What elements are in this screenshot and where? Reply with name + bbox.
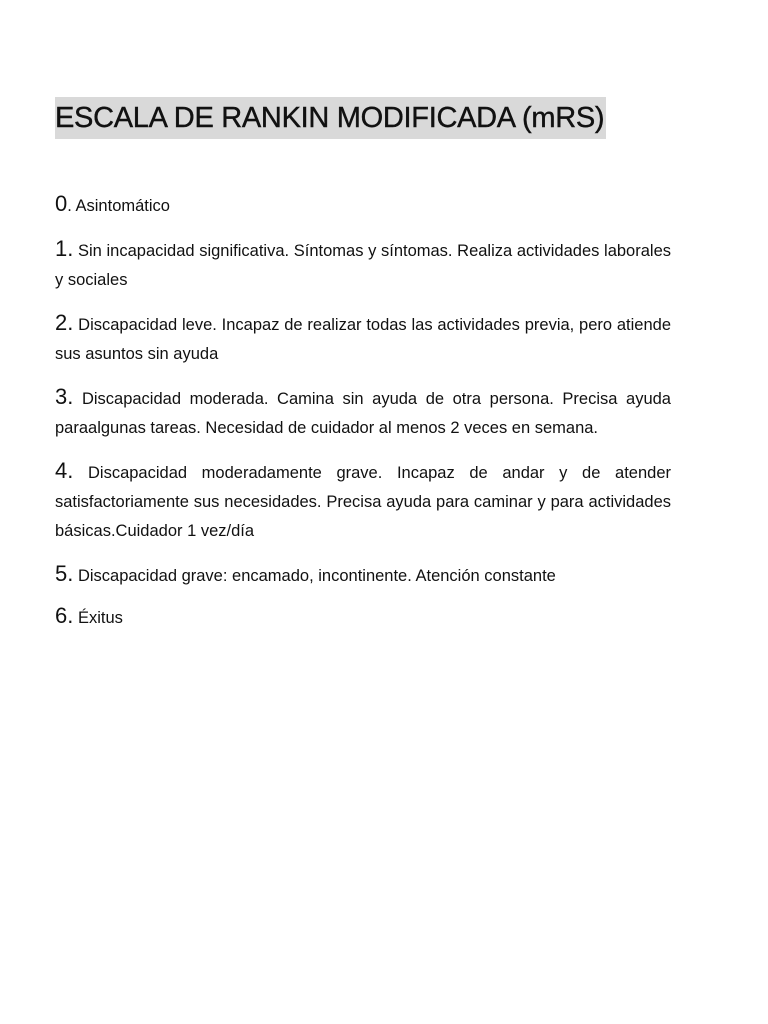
item-text: Discapacidad grave: encamado, incontinente. Atención constante — [73, 567, 556, 585]
item-text: . Asintomático — [67, 197, 170, 215]
scale-item-6 — [55, 601, 671, 633]
document-page — [55, 97, 671, 646]
scale-item-4 — [55, 456, 671, 546]
item-number: 4. — [55, 458, 74, 483]
item-number: 1. — [55, 236, 74, 261]
item-text: Discapacidad moderadamente grave. Incapaz de andar y de atender satisfactoriamente sus necesidades. Precisa ayuda para caminar y para actividades básicas.Cuidador 1 vez/día — [55, 464, 671, 540]
scale-item-3 — [55, 382, 671, 443]
item-number: 2. — [55, 310, 74, 335]
item-number: 6. — [55, 603, 74, 628]
item-text: Discapacidad leve. Incapaz de realizar todas las actividades previa, pero atiende sus asuntos sin ayuda — [55, 316, 671, 363]
scale-item-1 — [55, 234, 671, 295]
page-title: ESCALA DE RANKIN MODIFICADA (mRS) — [55, 97, 606, 139]
item-number: 5. — [55, 561, 74, 586]
item-text: Éxitus — [73, 609, 123, 627]
item-number: 3. — [55, 384, 74, 409]
scale-item-2 — [55, 308, 671, 369]
item-text: Discapacidad moderada. Camina sin ayuda de otra persona. Precisa ayuda paraalgunas tareas. Necesidad de cuidador al menos 2 veces en semana. — [55, 390, 671, 437]
item-text: Sin incapacidad significativa. Síntomas y síntomas. Realiza actividades laborales y sociales — [55, 242, 671, 289]
scale-item-5 — [55, 559, 671, 591]
item-number: 0 — [55, 191, 68, 216]
scale-item-0 — [55, 189, 671, 221]
